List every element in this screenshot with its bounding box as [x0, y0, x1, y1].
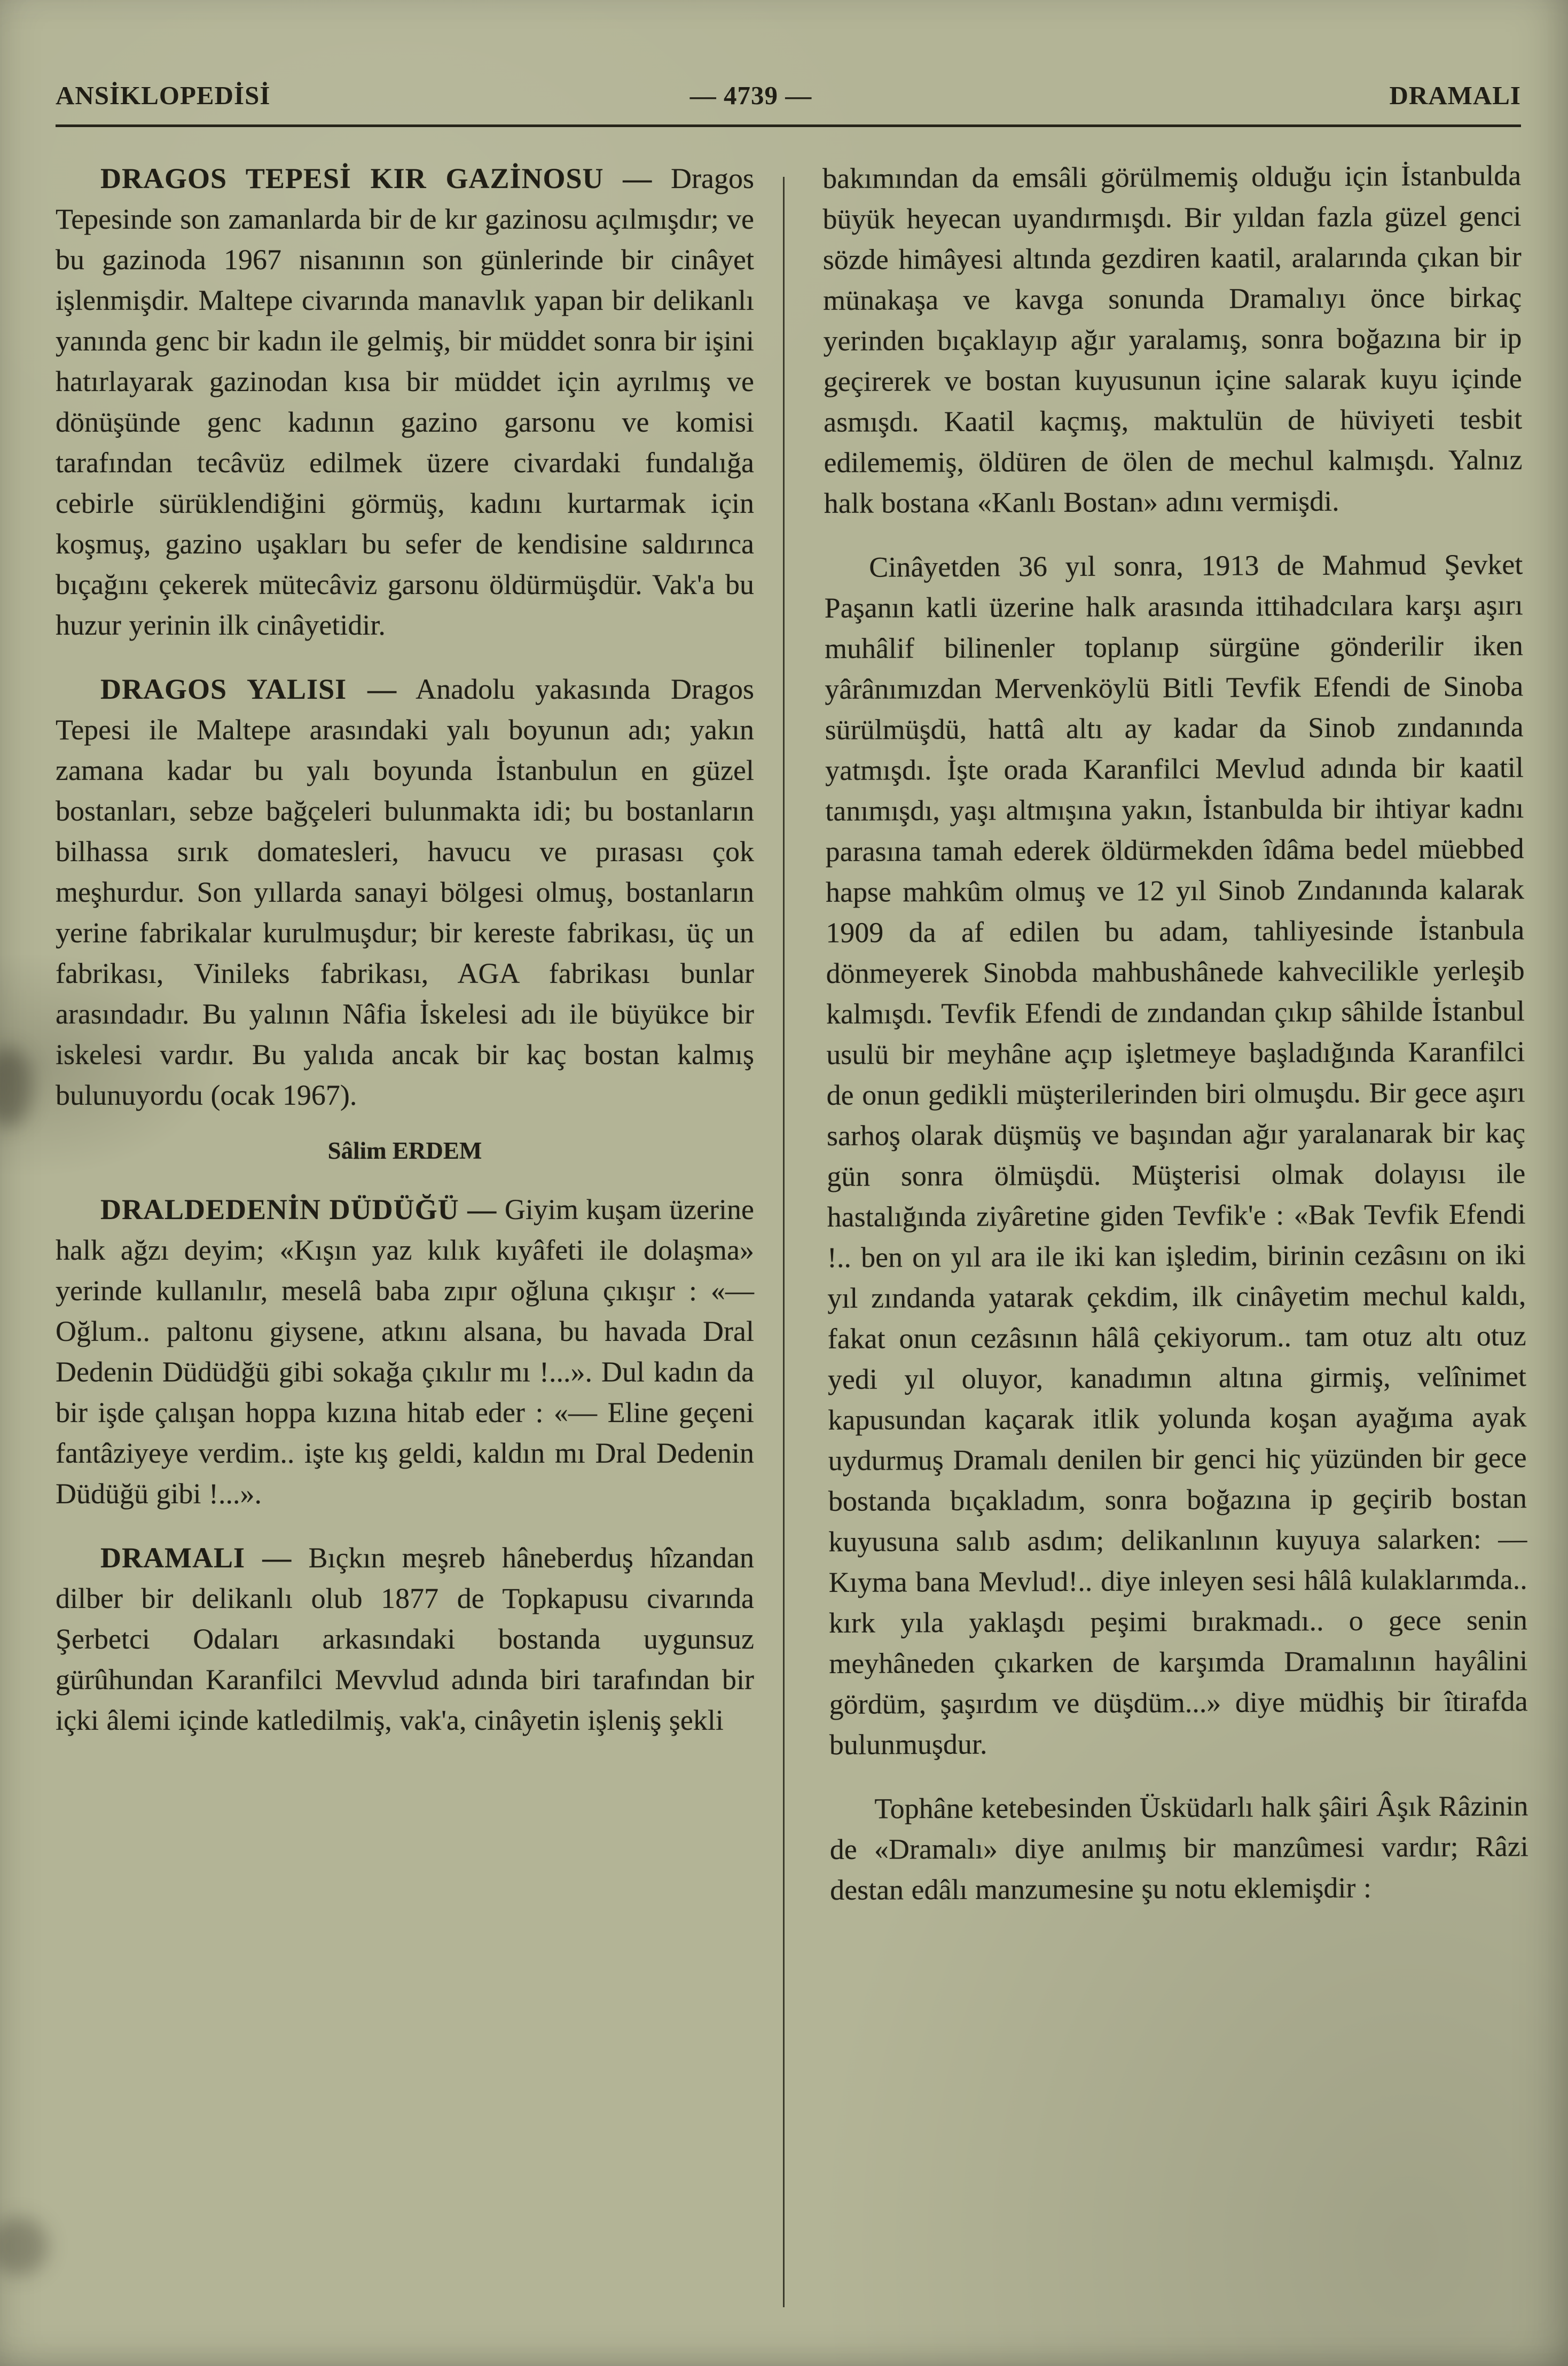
- entry-title: DRALDEDENİN DÜDÜĞÜ —: [100, 1193, 497, 1225]
- article-dragos-tepesi-kir-gazinosu: [56, 158, 754, 645]
- entry-title: DRAGOS TEPESİ KIR GAZİNOSU —: [100, 162, 653, 194]
- paragraph-dramali-poem-note: Tophâne ketebesinden Üsküdarlı halk şâiri Âşık Râzinin de «Dramalı» diye anılmış bir manzûmesi vardır; Râzi destan edâlı manzumesine şu notu eklemişdir :: [829, 1790, 1528, 1906]
- running-title-left: ANSİKLOPEDİSİ: [56, 81, 271, 110]
- entry-text: Dragos Tepesinde son zamanlarda bir de kır gazinosu açılmışdır; ve bu gazinoda 1967 nisanının son günlerinde bir cinâyet işlenmişdir. Maltepe civarında manavlık yapan bir delikanlı yanında genc bir kadın ile gelmiş, bir müddet sonra bir işini hatırlayarak gazinodan kısa bir müddet için ayrılmış ve dönüşünde genc kadının gazino garsonu ve komisi tarafından tecâvüz edilmek üzere civardaki fundalığa cebirle sürüklendiğini görmüş, kadını kurtarmak için koşmuş, gazino uşakları bu sefer de kendisine saldırınca bıçağını çekerek mütecâviz garsonu öldürmüşdür. Vak'a bu huzur yerinin ilk cinâyetidir.: [56, 162, 754, 641]
- column-divider: [783, 177, 785, 2307]
- header-rule: [56, 124, 1521, 127]
- page-header: [56, 80, 1521, 111]
- entry-text: Bıçkın meşreb hâneberduş hîzandan dilber bir delikanlı olub 1877 de Topkapusu civarında Şerbetci Odaları arkasındaki bostanda uygunsuz gürûhundan Karanfilci Mevvlud adında biri tarafından bir içki âlemi içinde katledilmiş, vak'a, cinâyetin işleniş şekli: [56, 1542, 755, 1736]
- text-columns: [56, 158, 1528, 1910]
- article-dramali: [56, 1537, 754, 1740]
- article-draldedenin-dudugu: [56, 1189, 754, 1514]
- entry-text: Giyim kuşam üzerine halk ağzı deyim; «Kışın yaz kılık kıyâfeti ile dolaşma» yerinde kullanılır, meselâ baba zıpır oğluna çıkışır : «— Oğlum.. paltonu giysene, atkını alsana, bu havada Dral Dedenin Düdüdğü gibi sokağa çıkılır mı !...». Dul kadın da bir işde çalışan hoppa kızına hitab eder : «— Eline geçeni fantâziyeye verdim.. işte kış geldi, kaldın mı Dral Dedenin Düdüğü gibi !...».: [56, 1193, 754, 1510]
- entry-title: DRAGOS YALISI —: [100, 673, 397, 705]
- left-column: [56, 158, 754, 1910]
- running-title-right: DRAMALI: [1389, 81, 1521, 110]
- page-number: — 4739 —: [689, 81, 812, 110]
- scan-smudge: [0, 1047, 32, 1127]
- article-dragos-yalisi: [56, 669, 754, 1115]
- entry-text: Anadolu yakasında Dragos Tepesi ile Maltepe arasındaki yalı boyunun adı; yakın zamana kadar bu yalı boyunda İstanbulun en güzel bostanları, sebze bağçeleri bulunmakta idi; bu bostanların bilhassa sırık domatesleri, havucu ve pırasası çok meşhurdur. Son yıllarda sanayi bölgesi olmuş, bostanların yerine fabrikalar kurulmuşdur; bir kereste fabrikası, üç un fabrikası, Vinileks fabrikası, AGA fabrikası bunlar arasındadır. Bu yalının Nâfia İskelesi adı ile büyükce bir iskelesi vardır. Bu yalıda ancak bir kaç bostan kalmış bulunuyordu (ocak 1967).: [56, 673, 754, 1111]
- entry-title: DRAMALI —: [100, 1542, 292, 1574]
- scan-smudge: [0, 2217, 48, 2276]
- right-column: [822, 155, 1528, 1910]
- paragraph-dramali-story: Cinâyetden 36 yıl sonra, 1913 de Mahmud Şevket Paşanın katli üzerine halk arasında ittihadcılara karşı aşırı muhâlif bilinenler toplanıp sürgüne gönderilir iken yârânımızdan Mervenköylü Bitli Tevfik Efendi de Sinoba sürülmüşdü, hattâ altı ay kadar da Sinob zındanında yatmışdı. İşte orada Karanfilci Mevlud adında bir kaatil tanımışdı, yaşı altmışına yakın, İstanbulda bir ihtiyar kadnı parasına tamah ederek öldürmekden îdâma bedel müebbed hapse mahkûm olmuş ve 12 yıl Sinob Zındanında kalarak 1909 da af edilen bu adam, tahliyesinde İstanbula dönmeyerek Sinobda mahbushânede kahvecilikle yerleşib kalmışdı. Tevfik Efendi de zındandan çıkıp sâhilde İstanbul usulü bir meyhâne açıp işletmeye başladığında Karanfilci de onun gedikli müşterilerinden biri olmuşdu. Bir gece aşırı sarhoş olarak düşmüş ve başından ağır yaralanarak bir kaç gün sonra ölmüşdü. Müşterisi olmak dolayısı ile hastalığında ziyâretine giden Tevfik'e : «Bak Tevfik Efendi !.. ben on yıl ara ile iki kan işledim, birinin cezâsını on iki yıl zındanda yatarak çekdim, ilk cinâyetim mechul kaldı, fakat onun cezâsının hâlâ çekiyorum.. tam otuz altı otuz yedi yıl oluyor, kanadımın altına girmiş, velînimet kapusundan kaçarak itlik yolunda koşan ayağıma ayak uydurmuş Dramalı denilen bir genci hiç yüzünden bir gece bostanda bıçakladım, sonra boğazına ip geçirib bostan kuyusuna salıb asdım; delikanlının kuyuya salarken: — Kıyma bana Mevlud!.. diye inleyen sesi hâlâ kulaklarımda.. kırk yıla yaklaşdı peşimi bırakmadı.. o gece senin meyhâneden çıkarken de karşımda Dramalının hayâlini gördüm, şaşırdım ve düşdüm...» diye müdhiş bir îtirafda bulunmuşdur.: [824, 548, 1528, 1761]
- byline-salim-erdem: Sâlim ERDEM: [327, 1137, 482, 1164]
- paragraph-dramali-continuation: bakımından da emsâli görülmemiş olduğu için İstanbulda büyük heyecan uyandırmışdı. Bir yıldan fazla güzel genci sözde himâyesi altında gezdiren kaatil, aralarında çıkan bir münakaşa ve kavga sonunda Dramalıyı önce birkaç yerinden bıçaklayıp ağır yaralamış, sonra boğazına bir ip geçirerek ve bostan kuyusunun içine salarak kuyu içinde asmışdı. Kaatil kaçmış, maktulün de hüviyeti tesbit edilememiş, öldüren de ölen de mechul kalmışdı. Yalnız halk bostana «Kanlı Bostan» adını vermişdi.: [822, 159, 1523, 519]
